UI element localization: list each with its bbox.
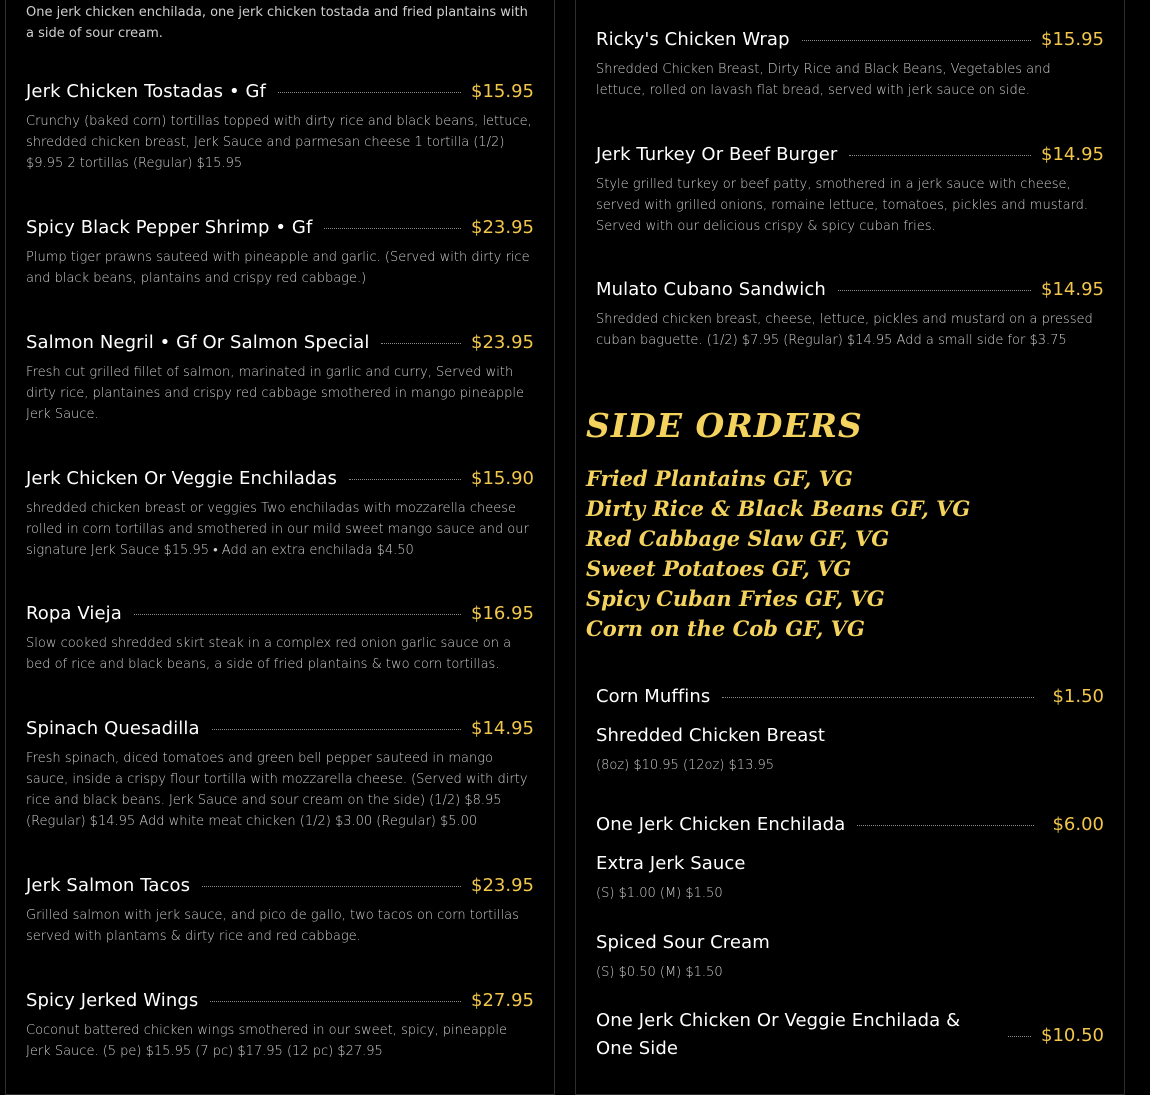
menu-item xyxy=(26,212,534,289)
item-price: $10.50 xyxy=(1041,1024,1104,1046)
item-name: Spiced Sour Cream xyxy=(596,931,770,953)
item-description: (S) $1.00 (M) $1.50 xyxy=(596,886,723,901)
item-description: Plump tiger prawns sauteed with pineapple and garlic. (Served with dirty rice and black beans, plantains and crispy red cabbage.) xyxy=(26,250,530,286)
menu-column-right xyxy=(575,0,1125,1095)
item-description: Fresh cut grilled fillet of salmon, marinated in garlic and curry, Served with dirty rice, plantaines and crispy red cabbage smothered in mango pineapple Jerk Sauce. xyxy=(26,365,524,422)
item-price: $27.95 xyxy=(471,989,534,1011)
item-name: Ropa Vieja xyxy=(26,602,122,624)
item-name: Corn Muffins xyxy=(596,685,711,707)
item-name: Jerk Chicken Or Veggie Enchiladas xyxy=(26,467,337,489)
side-order-item: Corn on the Cob GF, VG xyxy=(586,616,865,641)
dot-leader xyxy=(381,343,461,344)
item-name: Ricky's Chicken Wrap xyxy=(596,28,790,50)
menu-item xyxy=(596,139,1104,237)
item-price: $1.50 xyxy=(1052,685,1104,707)
item-description: Shredded Chicken Breast, Dirty Rice and Black Beans, Vegetables and lettuce, rolled on lavash flat bread, served with jerk sauce on side. xyxy=(596,62,1051,98)
item-description: Style grilled turkey or beef patty, smothered in a jerk sauce with cheese, served with grilled onions, romaine lettuce, tomatoes, pickles and mustard. Served with our delicious crispy & spicy cuban fries. xyxy=(596,177,1089,234)
menu-item xyxy=(596,274,1104,351)
menu-item xyxy=(26,870,534,947)
menu-item xyxy=(26,985,534,1062)
item-name: Spicy Jerked Wings xyxy=(26,989,199,1011)
dot-leader xyxy=(722,697,1034,698)
item-description: Coconut battered chicken wings smothered in our sweet, spicy, pineapple Jerk Sauce. (5 pe) $15.95 (7 pc) $17.95 (12 pc) $27.95 xyxy=(26,1023,507,1059)
item-price: $14.95 xyxy=(471,717,534,739)
menu-item xyxy=(26,76,534,174)
item-name: Shredded Chicken Breast xyxy=(596,724,826,746)
item-name: One Jerk Chicken Enchilada xyxy=(596,813,846,835)
item-price: $16.95 xyxy=(471,602,534,624)
item-description: Slow cooked shredded skirt steak in a complex red onion garlic sauce on a bed of rice and black beans, a side of fried plantains & two corn tortillas. xyxy=(26,636,512,672)
item-price: $23.95 xyxy=(471,874,534,896)
dot-leader xyxy=(349,479,461,480)
side-item xyxy=(596,927,1104,983)
side-order-item: Fried Plantains GF, VG xyxy=(586,466,853,491)
item-price: $23.95 xyxy=(471,331,534,353)
item-name: Mulato Cubano Sandwich xyxy=(596,278,826,300)
menu-item xyxy=(26,713,534,832)
side-order-item: Spicy Cuban Fries GF, VG xyxy=(586,586,885,611)
item-description-fragment: One jerk chicken enchilada, one jerk chicken tostada and fried plantains with a side of sour cream. xyxy=(26,5,528,41)
side-item xyxy=(596,809,1104,839)
item-price: $6.00 xyxy=(1052,813,1104,835)
menu-column-left xyxy=(5,0,555,1095)
menu-item xyxy=(26,463,534,561)
side-order-item: Sweet Potatoes GF, VG xyxy=(586,556,852,581)
dot-leader xyxy=(838,290,1031,291)
dot-leader xyxy=(849,155,1031,156)
dot-leader xyxy=(210,1001,461,1002)
item-name: Salmon Negril • Gf Or Salmon Special xyxy=(26,331,370,353)
item-name: Jerk Turkey Or Beef Burger xyxy=(596,143,838,165)
dot-leader xyxy=(134,614,461,615)
side-order-item: Red Cabbage Slaw GF, VG xyxy=(586,526,890,551)
dot-leader xyxy=(857,825,1034,826)
item-price: $23.95 xyxy=(471,216,534,238)
item-description: Fresh spinach, diced tomatoes and green bell pepper sauteed in mango sauce, inside a crispy flour tortilla with mozzarella cheese. (Served with dirty rice and black beans. Jerk Sauce and sour cream on the side) (1/2) $8.95 (Regular) $14.95 Add white meat chicken (1/2) $3.00 (Regular) $5.00 xyxy=(26,751,528,829)
side-item xyxy=(596,848,1104,904)
side-orders-heading: SIDE ORDERS xyxy=(586,406,863,445)
menu-item xyxy=(26,327,534,425)
item-name: Jerk Chicken Tostadas • Gf xyxy=(26,80,266,102)
item-name: Extra Jerk Sauce xyxy=(596,852,746,874)
item-description: (S) $0.50 (M) $1.50 xyxy=(596,965,723,980)
dot-leader xyxy=(802,40,1031,41)
menu-item xyxy=(26,598,534,675)
item-description: shredded chicken breast or veggies Two enchiladas with mozzarella cheese rolled in corn tortillas and smothered in our mild sweet mango sauce and our signature Jerk Sauce $15.95 • Add an extra enchilada $4.50 xyxy=(26,501,529,558)
item-price: $15.95 xyxy=(471,80,534,102)
item-name: Spicy Black Pepper Shrimp • Gf xyxy=(26,216,313,238)
side-orders-list xyxy=(586,464,970,644)
item-price: $15.95 xyxy=(1041,28,1104,50)
dot-leader xyxy=(324,228,461,229)
dot-leader xyxy=(1008,1036,1031,1037)
item-name: Spinach Quesadilla xyxy=(26,717,200,739)
menu-item xyxy=(596,24,1104,101)
side-order-item: Dirty Rice & Black Beans GF, VG xyxy=(586,496,971,521)
side-item xyxy=(596,681,1104,711)
item-price: $15.90 xyxy=(471,467,534,489)
item-description: Crunchy (baked corn) tortillas topped with dirty rice and black beans, lettuce, shredded chicken breast, Jerk Sauce and parmesan cheese 1 tortilla (1/2) $9.95 2 tortillas (Regular) $15.95 xyxy=(26,114,532,171)
item-name: One Jerk Chicken Or Veggie Enchilada & One Side xyxy=(596,1010,961,1059)
item-price: $14.95 xyxy=(1041,143,1104,165)
dot-leader xyxy=(212,729,461,730)
dot-leader xyxy=(202,886,461,887)
side-item xyxy=(596,1007,1104,1063)
side-item xyxy=(596,720,1104,776)
item-price: $14.95 xyxy=(1041,278,1104,300)
item-description: Grilled salmon with jerk sauce, and pico de gallo, two tacos on corn tortillas served with plantams & dirty rice and red cabbage. xyxy=(26,908,519,944)
dot-leader xyxy=(278,92,461,93)
item-name: Jerk Salmon Tacos xyxy=(26,874,191,896)
item-description: Shredded chicken breast, cheese, lettuce, pickles and mustard on a pressed cuban baguette. (1/2) $7.95 (Regular) $14.95 Add a small side for $3.75 xyxy=(596,312,1093,348)
item-description: (8oz) $10.95 (12oz) $13.95 xyxy=(596,758,775,773)
